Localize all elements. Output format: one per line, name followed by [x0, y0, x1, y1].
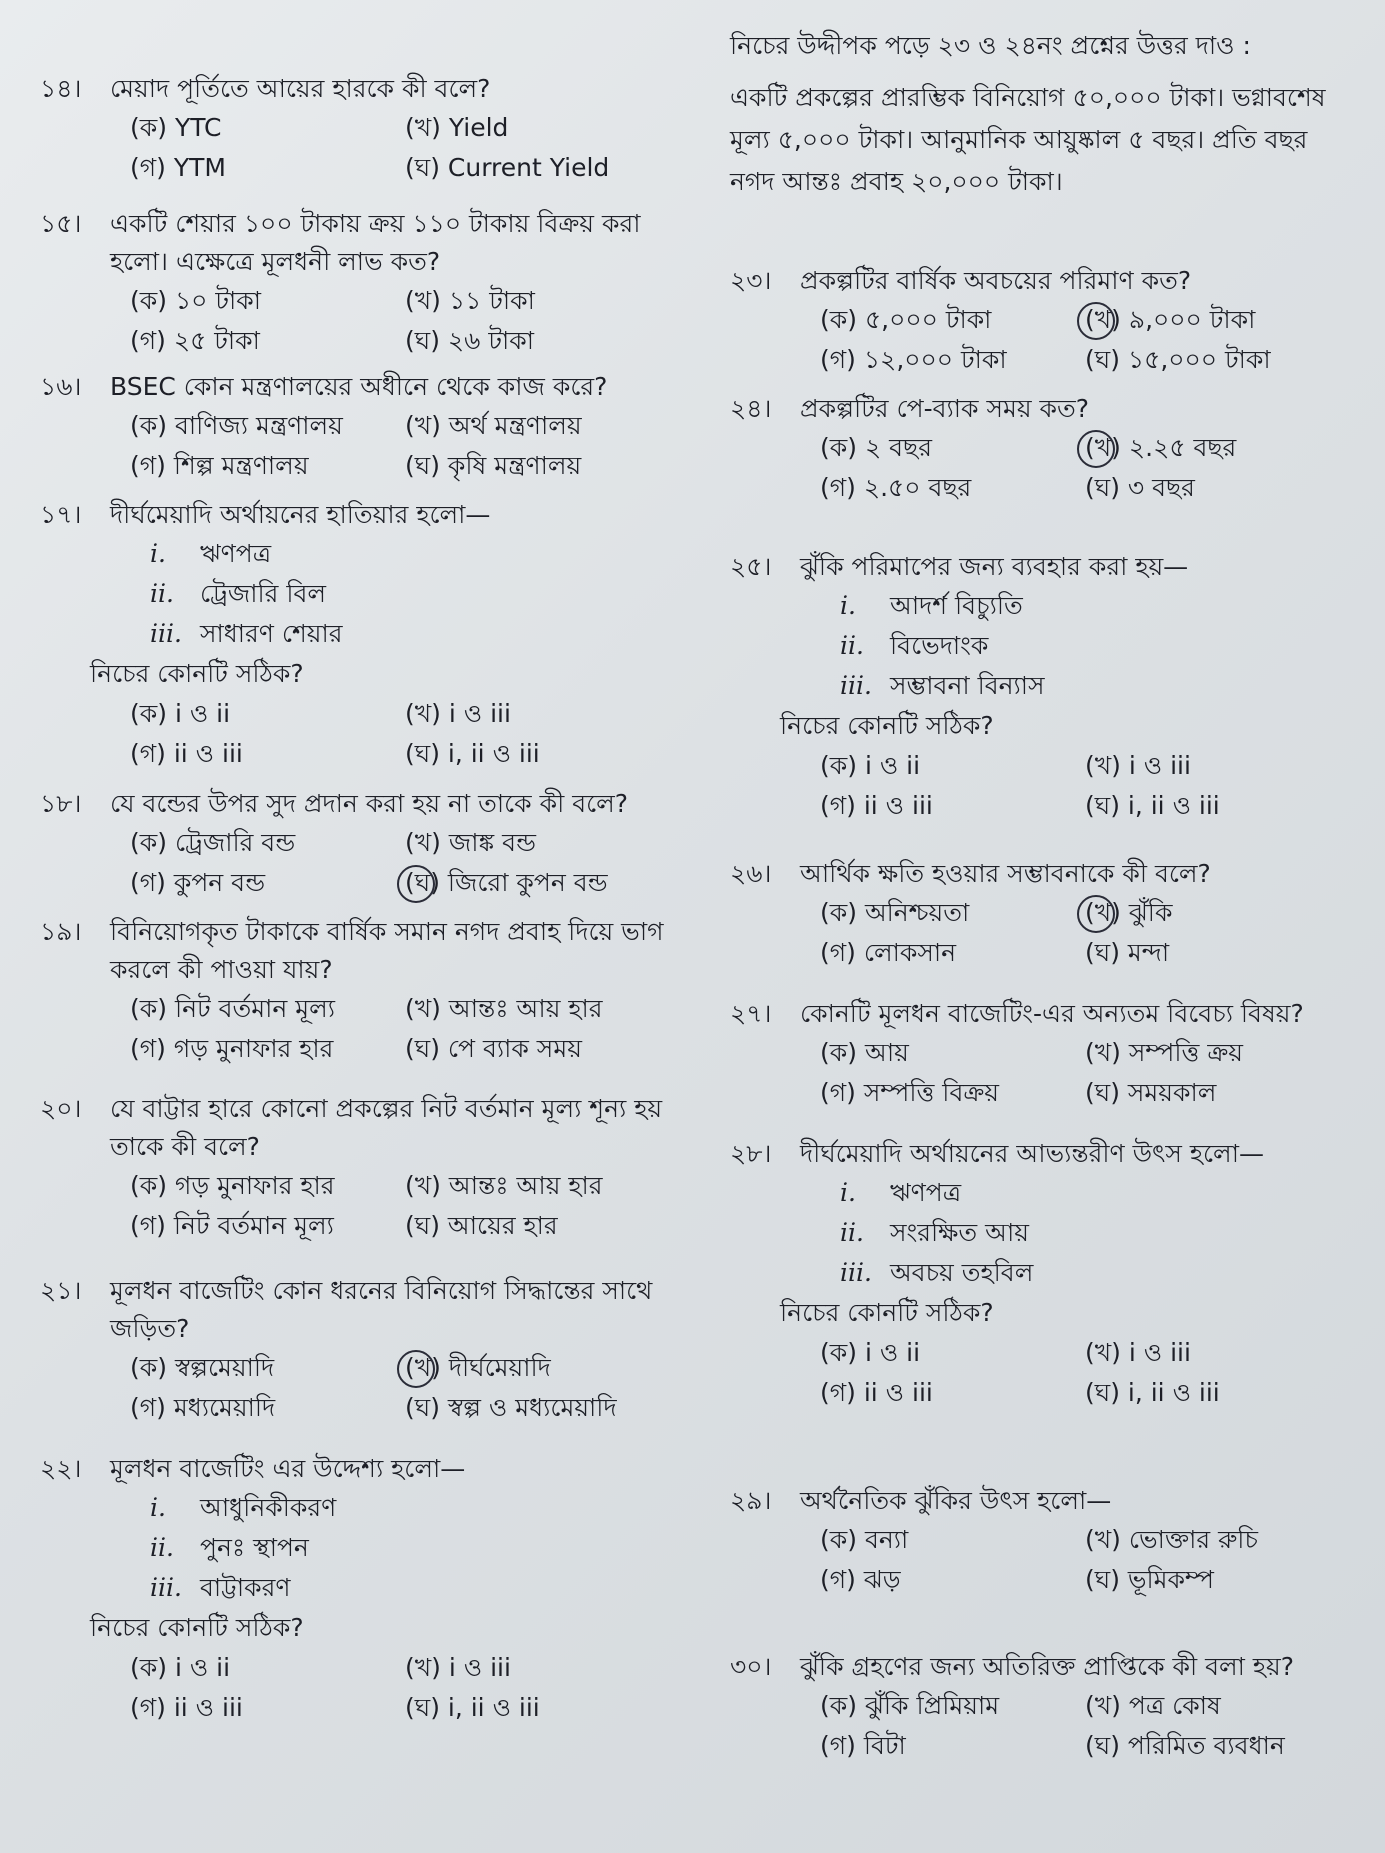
question-14: [40, 70, 680, 188]
question-16: [40, 368, 680, 486]
option-text: (ঘ) জিরো কুপন বন্ড: [405, 868, 608, 897]
question-number: ২২।: [40, 1454, 82, 1483]
question-text: অর্থনৈতিক ঝুঁকির উৎস হলো—: [800, 1486, 1112, 1515]
option-text: (খ) দীর্ঘমেয়াদি: [405, 1353, 551, 1382]
question-17: [40, 496, 680, 774]
question-text: আর্থিক ক্ষতি হওয়ার সম্ভাবনাকে কী বলে?: [800, 859, 1211, 888]
statement-item: [840, 1253, 1350, 1293]
question-text: একটি শেয়ার ১০০ টাকায় ক্রয় ১১০ টাকায় বিক্রয় করা হলো। এক্ষেত্রে মূলধনী লাভ কত?: [110, 209, 641, 276]
statement-numeral: i.: [840, 591, 856, 620]
option-gha: (ঘ) মন্দা: [1085, 938, 1170, 967]
question-29: [730, 1482, 1350, 1600]
option-ka: (ক) বাণিজ্য মন্ত্রণালয়: [130, 411, 343, 440]
statement-item: [150, 1488, 680, 1528]
statement-text: আদর্শ বিচ্যুতি: [890, 591, 1023, 620]
statement-numeral: ii.: [840, 631, 864, 660]
question-prompt: নিচের কোনটি সঠিক?: [90, 1613, 304, 1642]
statement-text: ট্রেজারি বিল: [200, 579, 327, 608]
question-prompt: নিচের কোনটি সঠিক?: [780, 1298, 994, 1327]
option-kha: [1085, 300, 1350, 340]
statement-text: সংরক্ষিত আয়: [890, 1218, 1030, 1247]
question-number: ২৯।: [730, 1486, 772, 1515]
question-text: ঝুঁকি গ্রহণের জন্য অতিরিক্ত প্রাপ্তিকে কী বলা হয়?: [800, 1652, 1294, 1681]
answer-mark-circle: [397, 865, 435, 903]
statement-text: আধুনিকীকরণ: [200, 1493, 337, 1522]
option-ka: (ক) ঝুঁকি প্রিমিয়াম: [820, 1691, 1000, 1720]
answer-mark-circle: [1077, 302, 1115, 340]
statement-item: [150, 1568, 680, 1608]
question-prompt: নিচের কোনটি সঠিক?: [780, 711, 994, 740]
question-text: যে বন্ডের উপর সুদ প্রদান করা হয় না তাকে কী বলে?: [110, 789, 629, 818]
question-number: ১৬।: [40, 372, 82, 401]
question-text: মূলধন বাজেটিং কোন ধরনের বিনিয়োগ সিদ্ধান্তের সাথে জড়িত?: [110, 1276, 653, 1343]
question-text: প্রকল্পটির পে-ব্যাক সময় কত?: [800, 394, 1090, 423]
option-ga: (গ) বিটা: [820, 1731, 906, 1760]
statement-item: [840, 586, 1350, 626]
statement-numeral: i.: [840, 1178, 856, 1207]
option-ka: (ক) ৫,০০০ টাকা: [820, 305, 992, 334]
option-ga: (গ) ii ও iii: [820, 1378, 933, 1407]
statement-numeral: iii.: [150, 1573, 182, 1602]
option-text: (খ) ২.২৫ বছর: [1085, 433, 1237, 462]
question-text: দীর্ঘমেয়াদি অর্থায়নের আভ্যন্তরীণ উৎস হলো—: [800, 1139, 1264, 1168]
option-kha: [405, 1348, 680, 1388]
question-number: ১৯।: [40, 917, 82, 946]
statement-text: ঋণপত্র: [890, 1178, 962, 1207]
question-number: ৩০।: [730, 1652, 772, 1681]
statement-numeral: ii.: [150, 579, 174, 608]
option-gha: (ঘ) i, ii ও iii: [405, 739, 540, 768]
statement-item: [840, 666, 1350, 706]
question-number: ১৮।: [40, 789, 82, 818]
statement-text: অবচয় তহবিল: [890, 1258, 1034, 1287]
option-ka: (ক) নিট বর্তমান মূল্য: [130, 994, 336, 1023]
statement-numeral: i.: [150, 1493, 166, 1522]
question-20: [40, 1090, 680, 1246]
question-number: ২১।: [40, 1276, 82, 1305]
option-kha: (খ) আন্তঃ আয় হার: [405, 994, 603, 1023]
question-23: [730, 262, 1350, 380]
option-text: (খ) ঝুঁকি: [1085, 898, 1173, 927]
statement-item: [840, 1213, 1350, 1253]
statement-text: ঋণপত্র: [200, 539, 272, 568]
option-ga: (গ) ২.৫০ বছর: [820, 473, 972, 502]
option-kha: (খ) ১১ টাকা: [405, 286, 535, 315]
question-26: [730, 855, 1350, 973]
option-gha: (ঘ) i, ii ও iii: [1085, 791, 1220, 820]
option-gha: (ঘ) আয়ের হার: [405, 1211, 558, 1240]
option-ga: (গ) সম্পত্তি বিক্রয়: [820, 1078, 999, 1107]
stimulus-heading: নিচের উদ্দীপক পড়ে ২৩ ও ২৪নং প্রশ্নের উত্তর দাও :: [730, 31, 1251, 60]
stimulus-passage: [730, 25, 1350, 203]
question-number: ২৮।: [730, 1139, 772, 1168]
question-15: [40, 205, 680, 361]
option-gha: (ঘ) স্বল্প ও মধ্যমেয়াদি: [405, 1393, 617, 1422]
question-text: BSEC কোন মন্ত্রণালয়ের অধীনে থেকে কাজ করে?: [110, 372, 608, 401]
question-18: [40, 785, 680, 903]
option-kha: (খ) ভোক্তার রুচি: [1085, 1525, 1258, 1554]
option-gha: (ঘ) ১৫,০০০ টাকা: [1085, 345, 1271, 374]
option-gha: (ঘ) i, ii ও iii: [1085, 1378, 1220, 1407]
statement-item: [150, 574, 680, 614]
question-27: [730, 995, 1350, 1113]
statement-text: বিভেদাংক: [890, 631, 989, 660]
statement-text: বাট্টাকরণ: [200, 1573, 291, 1602]
option-ka: (ক) i ও ii: [130, 1653, 231, 1682]
option-ga: (গ) গড় মুনাফার হার: [130, 1034, 334, 1063]
question-number: ২৭।: [730, 999, 772, 1028]
option-kha: (খ) i ও iii: [405, 1653, 511, 1682]
question-prompt: নিচের কোনটি সঠিক?: [90, 659, 304, 688]
option-ka: (ক) বন্যা: [820, 1525, 909, 1554]
statement-text: পুনঃ স্থাপন: [200, 1533, 309, 1562]
question-number: ২৩।: [730, 266, 772, 295]
question-text: প্রকল্পটির বার্ষিক অবচয়ের পরিমাণ কত?: [800, 266, 1192, 295]
question-text: মূলধন বাজেটিং এর উদ্দেশ্য হলো—: [110, 1454, 466, 1483]
question-24: [730, 390, 1350, 508]
option-ga: (গ) ২৫ টাকা: [130, 326, 260, 355]
option-ka: (ক) i ও ii: [820, 1338, 921, 1367]
option-kha: (খ) i ও iii: [1085, 1338, 1191, 1367]
statement-item: [150, 614, 680, 654]
question-number: ২৫।: [730, 552, 772, 581]
question-number: ২৬।: [730, 859, 772, 888]
option-ga: (গ) মধ্যমেয়াদি: [130, 1393, 276, 1422]
option-kha: (খ) অর্থ মন্ত্রণালয়: [405, 411, 582, 440]
question-text: বিনিয়োগকৃত টাকাকে বার্ষিক সমান নগদ প্রবাহ দিয়ে ভাগ করলে কী পাওয়া যায়?: [110, 917, 664, 984]
option-ga: (গ) YTM: [130, 153, 226, 182]
option-ka: (ক) i ও ii: [130, 699, 231, 728]
question-30: [730, 1648, 1350, 1766]
option-kha: (খ) Yield: [405, 113, 509, 142]
option-ka: (ক) i ও ii: [820, 751, 921, 780]
statement-item: [150, 1528, 680, 1568]
option-ka: (ক) ট্রেজারি বন্ড: [130, 828, 296, 857]
statement-numeral: iii.: [840, 1258, 872, 1287]
option-gha: (ঘ) ভূমিকম্প: [1085, 1565, 1215, 1594]
option-kha: (খ) আন্তঃ আয় হার: [405, 1171, 603, 1200]
option-ga: (গ) ঝড়: [820, 1565, 901, 1594]
option-text: (খ) ৯,০০০ টাকা: [1085, 305, 1256, 334]
option-gha: (ঘ) Current Yield: [405, 153, 610, 182]
option-gha: (ঘ) ২৬ টাকা: [405, 326, 534, 355]
question-text: দীর্ঘমেয়াদি অর্থায়নের হাতিয়ার হলো—: [110, 500, 491, 529]
option-kha: (খ) সম্পত্তি ক্রয়: [1085, 1038, 1243, 1067]
question-21: [40, 1272, 680, 1428]
option-ga: (গ) শিল্প মন্ত্রণালয়: [130, 451, 309, 480]
option-ka: (ক) YTC: [130, 113, 222, 142]
option-ga: (গ) ১২,০০০ টাকা: [820, 345, 1007, 374]
question-number: ১৫।: [40, 209, 82, 238]
option-ga: (গ) ii ও iii: [130, 1693, 243, 1722]
option-ga: (গ) ii ও iii: [820, 791, 933, 820]
option-kha: [1085, 893, 1350, 933]
statement-numeral: i.: [150, 539, 166, 568]
question-number: ১৭।: [40, 500, 82, 529]
statement-numeral: ii.: [150, 1533, 174, 1562]
option-gha: (ঘ) i, ii ও iii: [405, 1693, 540, 1722]
option-ga: (গ) ii ও iii: [130, 739, 243, 768]
statement-item: [840, 626, 1350, 666]
question-text: যে বাট্টার হারে কোনো প্রকল্পের নিট বর্তমান মূল্য শূন্য হয় তাকে কী বলে?: [110, 1094, 663, 1161]
statement-text: সাধারণ শেয়ার: [200, 619, 343, 648]
question-22: [40, 1450, 680, 1728]
option-ka: (ক) গড় মুনাফার হার: [130, 1171, 335, 1200]
option-kha: [1085, 428, 1350, 468]
question-number: ২৪।: [730, 394, 772, 423]
question-28: [730, 1135, 1350, 1413]
question-19: [40, 913, 680, 1069]
question-number: ২০।: [40, 1094, 82, 1123]
option-gha: (ঘ) কৃষি মন্ত্রণালয়: [405, 451, 582, 480]
option-ka: (ক) ১০ টাকা: [130, 286, 261, 315]
question-number: ১৪।: [40, 74, 82, 103]
statement-numeral: iii.: [840, 671, 872, 700]
question-text: ঝুঁকি পরিমাপের জন্য ব্যবহার করা হয়—: [800, 552, 1189, 581]
option-gha: (ঘ) পে ব্যাক সময়: [405, 1034, 582, 1063]
option-gha: [405, 863, 680, 903]
option-ka: (ক) আয়: [820, 1038, 909, 1067]
stimulus-body: একটি প্রকল্পের প্রারম্ভিক বিনিয়োগ ৫০,০০০ টাকা। ভগ্নাবশেষ মূল্য ৫,০০০ টাকা। আনুমানিক আয়ুষ্কাল ৫ বছর। প্রতি বছর নগদ আন্তঃ প্রবাহ ২০,০০০ টাকা।: [730, 83, 1326, 196]
option-gha: (ঘ) পরিমিত ব্যবধান: [1085, 1731, 1285, 1760]
question-text: মেয়াদ পূর্তিতে আয়ের হারকে কী বলে?: [110, 74, 491, 103]
statement-item: [150, 534, 680, 574]
answer-mark-circle: [397, 1350, 435, 1388]
option-kha: (খ) i ও iii: [1085, 751, 1191, 780]
statement-item: [840, 1173, 1350, 1213]
option-gha: (ঘ) ৩ বছর: [1085, 473, 1195, 502]
answer-mark-circle: [1077, 430, 1115, 468]
statement-numeral: iii.: [150, 619, 182, 648]
option-kha: (খ) i ও iii: [405, 699, 511, 728]
option-ka: (ক) অনিশ্চয়তা: [820, 898, 970, 927]
question-text: কোনটি মূলধন বাজেটিং-এর অন্যতম বিবেচ্য বিষয়?: [800, 999, 1304, 1028]
option-kha: (খ) জাঙ্ক বন্ড: [405, 828, 536, 857]
option-ga: (গ) নিট বর্তমান মূল্য: [130, 1211, 334, 1240]
option-gha: (ঘ) সময়কাল: [1085, 1078, 1217, 1107]
option-ka: (ক) স্বল্পমেয়াদি: [130, 1353, 275, 1382]
answer-mark-circle: [1077, 895, 1115, 933]
question-25: [730, 548, 1350, 826]
option-ka: (ক) ২ বছর: [820, 433, 932, 462]
statement-text: সম্ভাবনা বিন্যাস: [890, 671, 1045, 700]
statement-numeral: ii.: [840, 1218, 864, 1247]
option-ga: (গ) কুপন বন্ড: [130, 868, 266, 897]
option-ga: (গ) লোকসান: [820, 938, 957, 967]
option-kha: (খ) পত্র কোষ: [1085, 1691, 1221, 1720]
